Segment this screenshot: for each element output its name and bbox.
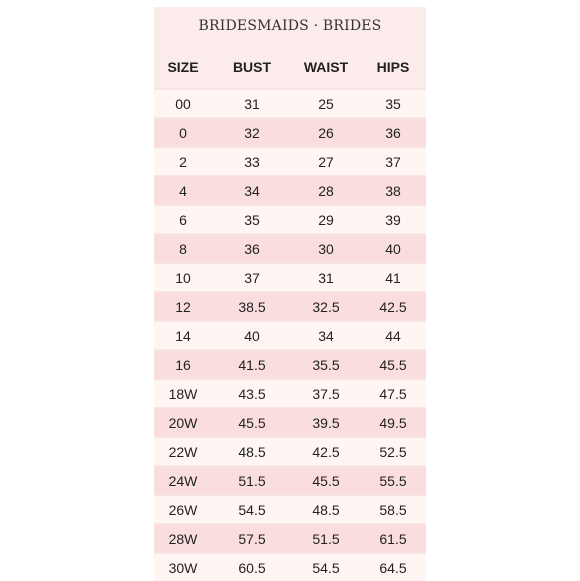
size-cell: 16	[154, 349, 212, 378]
table-row	[154, 465, 426, 494]
bust-cell: 54.5	[212, 494, 292, 523]
size-cell: 18W	[154, 378, 212, 407]
bust-cell: 31	[212, 88, 292, 117]
waist-cell: 34	[292, 320, 360, 349]
hips-cell: 38	[360, 175, 426, 204]
hips-cell: 47.5	[360, 378, 426, 407]
header-bust: BUST	[232, 58, 272, 75]
header-hips: HIPS	[376, 58, 410, 75]
hips-cell: 55.5	[360, 465, 426, 494]
hips-cell: 36	[360, 117, 426, 146]
table-row	[154, 233, 426, 262]
size-table	[154, 45, 426, 581]
waist-cell: 27	[292, 146, 360, 175]
hips-cell: 35	[360, 88, 426, 117]
table-row	[154, 291, 426, 320]
hips-cell: 42.5	[360, 291, 426, 320]
hips-cell: 58.5	[360, 494, 426, 523]
hips-cell: 37	[360, 146, 426, 175]
hips-cell: 49.5	[360, 407, 426, 436]
bust-cell: 45.5	[212, 407, 292, 436]
hips-cell: 41	[360, 262, 426, 291]
hips-cell: 44	[360, 320, 426, 349]
waist-cell: 29	[292, 204, 360, 233]
size-chart	[154, 7, 426, 580]
table-row	[154, 175, 426, 204]
bust-cell: 37	[212, 262, 292, 291]
waist-cell: 32.5	[292, 291, 360, 320]
bust-cell: 57.5	[212, 523, 292, 552]
bust-cell: 33	[212, 146, 292, 175]
size-cell: 0	[154, 117, 212, 146]
hips-cell: 45.5	[360, 349, 426, 378]
waist-cell: 54.5	[292, 552, 360, 581]
size-cell: 4	[154, 175, 212, 204]
bust-cell: 34	[212, 175, 292, 204]
table-row	[154, 552, 426, 581]
header-row	[154, 45, 426, 88]
waist-cell: 31	[292, 262, 360, 291]
table-row	[154, 146, 426, 175]
header-size: SIZE	[167, 58, 199, 75]
table-row	[154, 320, 426, 349]
waist-cell: 45.5	[292, 465, 360, 494]
size-cell: 12	[154, 291, 212, 320]
table-row	[154, 407, 426, 436]
size-cell: 30W	[154, 552, 212, 581]
size-cell: 2	[154, 146, 212, 175]
waist-cell: 51.5	[292, 523, 360, 552]
size-cell: 14	[154, 320, 212, 349]
waist-cell: 26	[292, 117, 360, 146]
bust-cell: 32	[212, 117, 292, 146]
waist-cell: 35.5	[292, 349, 360, 378]
waist-cell: 39.5	[292, 407, 360, 436]
bust-cell: 60.5	[212, 552, 292, 581]
size-cell: 10	[154, 262, 212, 291]
hips-cell: 39	[360, 204, 426, 233]
table-row	[154, 436, 426, 465]
waist-cell: 42.5	[292, 436, 360, 465]
waist-cell: 25	[292, 88, 360, 117]
hips-cell: 52.5	[360, 436, 426, 465]
hips-cell: 61.5	[360, 523, 426, 552]
header-waist: WAIST	[303, 58, 349, 75]
table-row	[154, 204, 426, 233]
waist-cell: 30	[292, 233, 360, 262]
table-row	[154, 494, 426, 523]
size-cell: 26W	[154, 494, 212, 523]
waist-cell: 28	[292, 175, 360, 204]
hips-cell: 64.5	[360, 552, 426, 581]
bust-cell: 35	[212, 204, 292, 233]
bust-cell: 41.5	[212, 349, 292, 378]
table-row	[154, 523, 426, 552]
size-cell: 00	[154, 88, 212, 117]
hips-cell: 40	[360, 233, 426, 262]
bust-cell: 43.5	[212, 378, 292, 407]
size-cell: 20W	[154, 407, 212, 436]
size-cell: 6	[154, 204, 212, 233]
waist-cell: 48.5	[292, 494, 360, 523]
table-row	[154, 262, 426, 291]
chart-title: BRIDESMAIDS · BRIDES	[198, 18, 382, 34]
bust-cell: 48.5	[212, 436, 292, 465]
table-row	[154, 117, 426, 146]
bust-cell: 40	[212, 320, 292, 349]
size-cell: 28W	[154, 523, 212, 552]
bust-cell: 51.5	[212, 465, 292, 494]
table-row	[154, 349, 426, 378]
size-cell: 8	[154, 233, 212, 262]
size-cell: 22W	[154, 436, 212, 465]
table-row	[154, 88, 426, 117]
size-cell: 24W	[154, 465, 212, 494]
table-body	[154, 88, 426, 581]
waist-cell: 37.5	[292, 378, 360, 407]
table-row	[154, 378, 426, 407]
bust-cell: 36	[212, 233, 292, 262]
bust-cell: 38.5	[212, 291, 292, 320]
